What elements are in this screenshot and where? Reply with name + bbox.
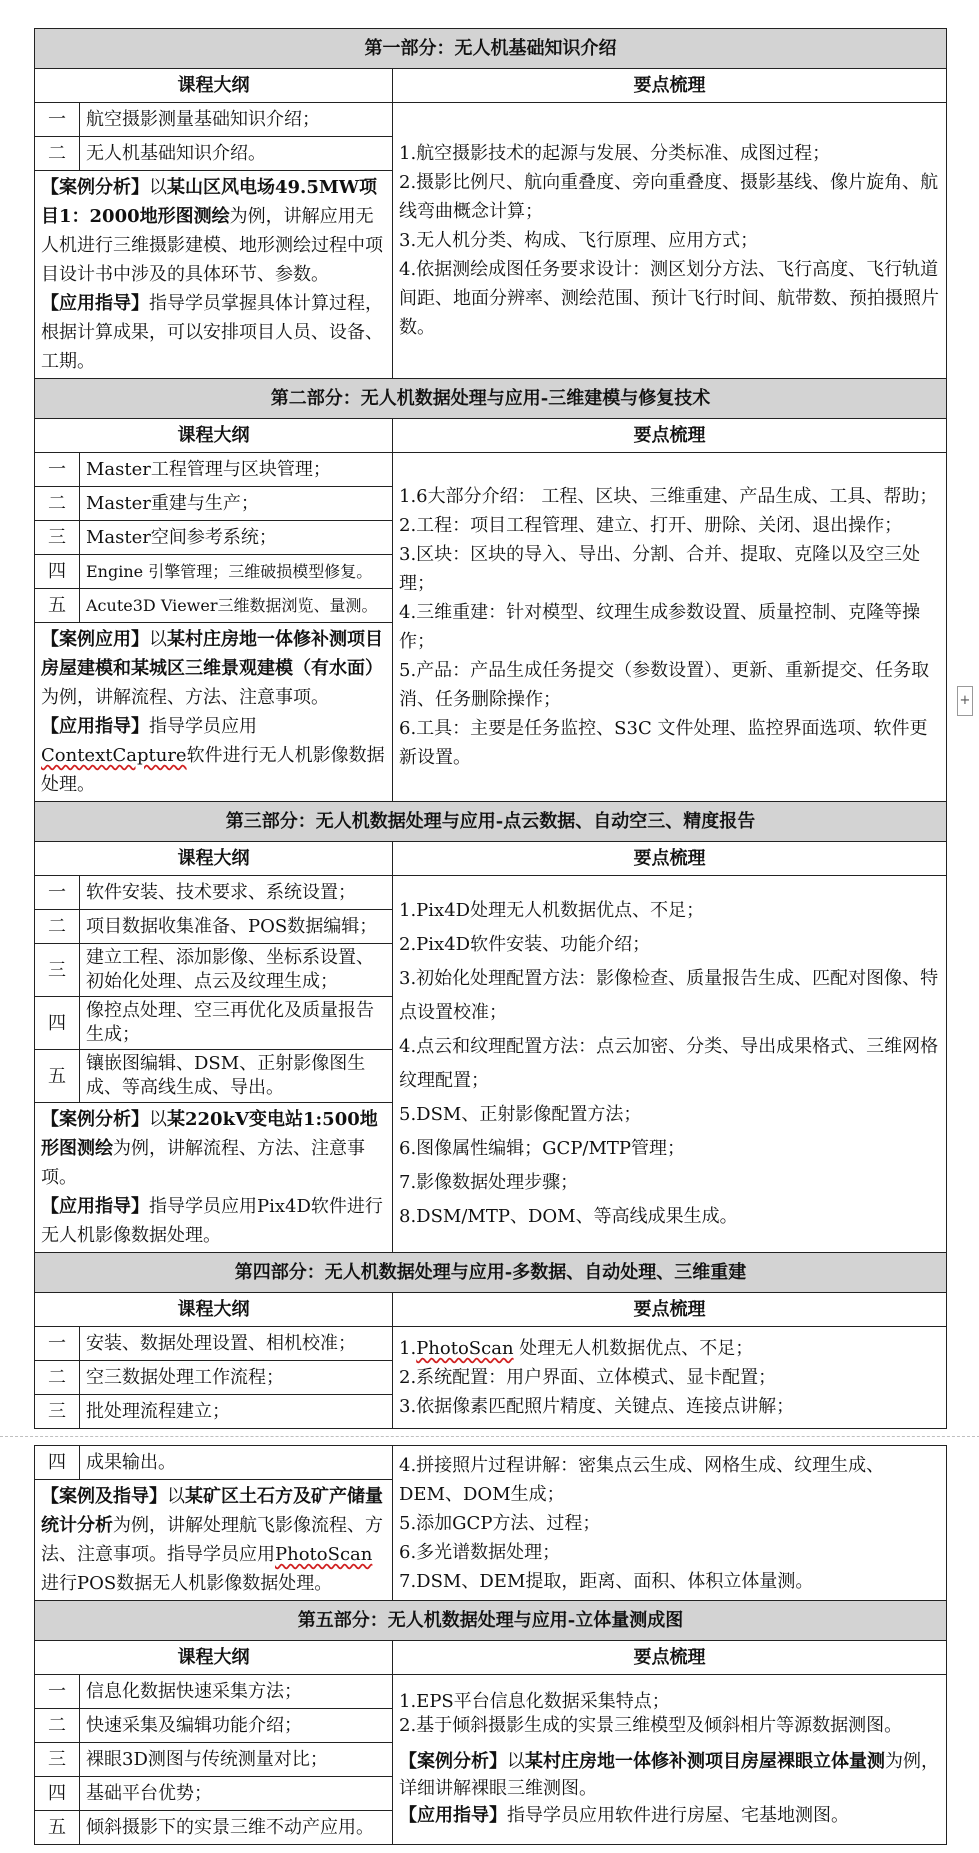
- outline-item: Master重建与生产；: [80, 487, 393, 521]
- guide-tag: 【应用指导】: [41, 716, 149, 737]
- case-project: 某村庄房地一体修补测项目房屋建模和某城区三维景观建模（有水面）: [41, 629, 383, 679]
- point: 6.工具：主要是任务监控、S3C 文件处理、监控界面选项、软件更新设置。: [399, 718, 928, 768]
- point: 6.多光谱数据处理；: [399, 1541, 561, 1563]
- outline-item: 信息化数据快速采集方法；: [80, 1675, 393, 1709]
- outline-item: Master工程管理与区块管理；: [80, 453, 393, 487]
- outline-header: 课程大纲: [35, 1293, 393, 1327]
- point: 4.点云和纹理配置方法：点云加密、分类、导出成果格式、三维网格纹理配置；: [399, 1036, 939, 1091]
- section-title: 第五部分：无人机数据处理与应用-立体量测成图: [35, 1601, 947, 1641]
- case-cell: 【案例分析】以某220kV变电站1:500地形图测绘为例，讲解流程、方法、注意事项。 【应用指导】指导学员应用Pix4D软件进行无人机影像数据处理。: [35, 1103, 393, 1253]
- point: 2.摄影比例尺、航向重叠度、旁向重叠度、摄影基线、像片旋角、航线弯曲概念计算；: [399, 172, 939, 222]
- outline-item: 倾斜摄影下的实景三维不动产应用。: [80, 1811, 393, 1845]
- outline-num: 三: [35, 1395, 80, 1429]
- point: 1.航空摄影技术的起源与发展、分类标准、成图过程；: [399, 143, 831, 164]
- outline-num: 二: [35, 910, 80, 944]
- point: 7.影像数据处理步骤；: [399, 1172, 579, 1193]
- point: 2.Pix4D软件安装、功能介绍；: [399, 934, 651, 955]
- outline-num: 三: [35, 1743, 80, 1777]
- outline-item: 批处理流程建立；: [80, 1395, 393, 1429]
- outline-num: 一: [35, 876, 80, 910]
- outline-num: 五: [35, 589, 80, 623]
- point: 5.添加GCP方法、过程；: [399, 1512, 601, 1534]
- outline-item: 无人机基础知识介绍。: [80, 137, 393, 171]
- outline-num: 五: [35, 1811, 80, 1845]
- outline-item: Engine 引擎管理；三维破损模型修复。: [80, 555, 393, 589]
- case-cell: 【案例及指导】以某矿区土石方及矿产储量统计分析为例，讲解处理航飞影像流程、方法、注意事项。指导学员应用PhotoScan进行POS数据无人机影像数据处理。: [35, 1480, 393, 1601]
- point: 1.Pix4D处理无人机数据优点、不足；: [399, 900, 705, 921]
- point: 7.DSM、DEM提取，距离、面积、体积立体量测。: [399, 1570, 814, 1592]
- guide-tag: 【应用指导】: [41, 293, 149, 314]
- point: 2.工程：项目工程管理、建立、打开、册除、关闭、退出操作；: [399, 515, 903, 536]
- point: 3.初始化处理配置方法：影像检查、质量报告生成、匹配对图像、特点设置校准；: [399, 968, 939, 1023]
- outline-num: 二: [35, 137, 80, 171]
- section-title: 第四部分：无人机数据处理与应用-多数据、自动处理、三维重建: [35, 1253, 947, 1293]
- outline-num: 二: [35, 1709, 80, 1743]
- outline-item: 航空摄影测量基础知识介绍；: [80, 103, 393, 137]
- outline-item: 裸眼3D测图与传统测量对比；: [80, 1743, 393, 1777]
- case-tag: 【案例及指导】: [41, 1486, 167, 1507]
- software-name: PhotoScan: [416, 1338, 514, 1359]
- outline-num: 一: [35, 1327, 80, 1361]
- section-2-table: [34, 378, 947, 802]
- point: 4.依据测绘成图任务要求设计：测区划分方法、飞行高度、飞行轨道间距、地面分辨率、测绘范围、预计飞行时间、航带数、预拍摄照片数。: [399, 259, 939, 338]
- point: 5.DSM、正射影像配置方法；: [399, 1104, 642, 1125]
- outline-item: Acute3D Viewer三维数据浏览、量测。: [80, 589, 393, 623]
- outline-num: 四: [35, 555, 80, 589]
- outline-header: 课程大纲: [35, 1641, 393, 1675]
- outline-num: 一: [35, 103, 80, 137]
- outline-item: Master空间参考系统；: [80, 521, 393, 555]
- section-3-table: [34, 801, 947, 1253]
- case-project: 某220kV变电站1:500地形图测绘: [41, 1109, 378, 1159]
- point: 4.拼接照片过程讲解：密集点云生成、网格生成、纹理生成、DEM、DOM生成；: [399, 1454, 885, 1505]
- case-project: 某山区风电场49.5MW项目1：2000地形图测绘: [41, 177, 377, 227]
- key-points: [393, 1675, 947, 1845]
- case-tag: 【案例分析】: [41, 1109, 149, 1130]
- section-title: 第三部分：无人机数据处理与应用-点云数据、自动空三、精度报告: [35, 802, 947, 842]
- outline-num: 四: [35, 997, 80, 1050]
- points-header: 要点梳理: [393, 1293, 947, 1327]
- outline-num: 四: [35, 1777, 80, 1811]
- section-4-table: [34, 1252, 947, 1429]
- point: 3.依据像素匹配照片精度、关键点、连接点讲解；: [399, 1396, 795, 1417]
- key-points: [393, 1327, 947, 1429]
- outline-item: 基础平台优势；: [80, 1777, 393, 1811]
- outline-item: 项目数据收集准备、POS数据编辑；: [80, 910, 393, 944]
- case-tag: 【案例分析】: [399, 1751, 507, 1772]
- outline-item: 建立工程、添加影像、坐标系设置、初始化处理、点云及纹理生成；: [80, 944, 393, 997]
- outline-num: 五: [35, 1050, 80, 1103]
- outline-num: 四: [35, 1446, 80, 1480]
- point: 3.区块：区块的导入、导出、分割、合并、提取、克隆以及空三处理；: [399, 544, 921, 594]
- section-4-continued-table: [34, 1445, 947, 1601]
- case-project: 某矿区土石方及矿产储量统计分析: [41, 1486, 383, 1536]
- software-name: PhotoScan: [275, 1544, 373, 1565]
- outline-item: 镶嵌图编辑、DSM、正射影像图生成、等高线生成、导出。: [80, 1050, 393, 1103]
- case-tag: 【案例分析】: [41, 177, 149, 198]
- point: 5.产品：产品生成任务提交（参数设置）、更新、重新提交、任务取消、任务删除操作；: [399, 660, 930, 710]
- case-block: 【案例分析】以某村庄房地一体修补测项目房屋裸眼立体量测为例，详细讲解裸眼三维测图。: [399, 1751, 939, 1799]
- outline-num: 一: [35, 1675, 80, 1709]
- outline-item: 像控点处理、空三再优化及质量报告生成；: [80, 997, 393, 1050]
- section-1-table: [34, 28, 947, 379]
- point: 2.基于倾斜摄影生成的实景三维模型及倾斜相片等源数据测图。: [399, 1715, 903, 1736]
- outline-item: 安装、数据处理设置、相机校准；: [80, 1327, 393, 1361]
- point: 6.图像属性编辑；GCP/MTP管理；: [399, 1138, 686, 1159]
- point: 1.EPS平台信息化数据采集特点；: [399, 1691, 670, 1712]
- outline-header: 课程大纲: [35, 842, 393, 876]
- guide-text: 指导学员应用软件进行房屋、宅基地测图。: [507, 1805, 849, 1826]
- outline-num: 三: [35, 521, 80, 555]
- guide-text: 指导学员应用Pix4D软件进行无人机影像数据处理。: [41, 1196, 383, 1246]
- guide-tag: 【应用指导】: [399, 1805, 507, 1826]
- point: 1.PhotoScan 处理无人机数据优点、不足；: [399, 1338, 754, 1359]
- add-row-button[interactable]: +: [957, 686, 973, 716]
- section-5-table: [34, 1600, 947, 1845]
- outline-item: 成果输出。: [80, 1446, 393, 1480]
- points-header: 要点梳理: [393, 1641, 947, 1675]
- outline-num: 二: [35, 487, 80, 521]
- document-page: [34, 28, 946, 1845]
- outline-header: 课程大纲: [35, 69, 393, 103]
- guide-tag: 【应用指导】: [41, 1196, 149, 1217]
- section-title: 第二部分：无人机数据处理与应用-三维建模与修复技术: [35, 379, 947, 419]
- case-cell: 【案例应用】以某村庄房地一体修补测项目房屋建模和某城区三维景观建模（有水面）为例，讲解流程、方法、注意事项。 【应用指导】指导学员应用ContextCapture软件进行无人机影像数据处理。: [35, 623, 393, 802]
- points-header: 要点梳理: [393, 419, 947, 453]
- point: 8.DSM/MTP、DOM、等高线成果生成。: [399, 1206, 738, 1227]
- outline-item: 空三数据处理工作流程；: [80, 1361, 393, 1395]
- key-points: [393, 453, 947, 802]
- outline-header: 课程大纲: [35, 419, 393, 453]
- point: 1.6大部分介绍： 工程、区块、三维重建、产品生成、工具、帮助；: [399, 486, 938, 507]
- section-title: 第一部分：无人机基础知识介绍: [35, 29, 947, 69]
- point: 2.系统配置：用户界面、立体模式、显卡配置；: [399, 1367, 777, 1388]
- outline-item: 软件安装、技术要求、系统设置；: [80, 876, 393, 910]
- point: 3.无人机分类、构成、飞行原理、应用方式；: [399, 230, 759, 251]
- guide-text: 指导学员掌握具体计算过程，根据计算成果，可以安排项目人员、设备、工期。: [41, 293, 383, 372]
- key-points: [393, 103, 947, 379]
- point: 4.三维重建：针对模型、纹理生成参数设置、质量控制、克隆等操作；: [399, 602, 921, 652]
- points-header: 要点梳理: [393, 842, 947, 876]
- outline-item: 快速采集及编辑功能介绍；: [80, 1709, 393, 1743]
- outline-num: 一: [35, 453, 80, 487]
- page-break: [34, 1429, 946, 1445]
- software-name: ContextCapture: [41, 745, 187, 766]
- outline-num: 三: [35, 944, 80, 997]
- outline-num: 二: [35, 1361, 80, 1395]
- case-tag: 【案例应用】: [41, 629, 149, 650]
- case-project: 某村庄房地一体修补测项目房屋裸眼立体量测: [525, 1751, 885, 1772]
- key-points: [393, 1446, 947, 1601]
- points-header: 要点梳理: [393, 69, 947, 103]
- case-cell: 【案例分析】以某山区风电场49.5MW项目1：2000地形图测绘为例，讲解应用无人机进行三维摄影建模、地形测绘过程中项目设计书中涉及的具体环节、参数。 【应用指导】指导学员掌握具体计算过程，根据计算成果，可以安排项目人员、设备、工期。: [35, 171, 393, 379]
- key-points: [393, 876, 947, 1253]
- guide-block: [399, 1802, 940, 1829]
